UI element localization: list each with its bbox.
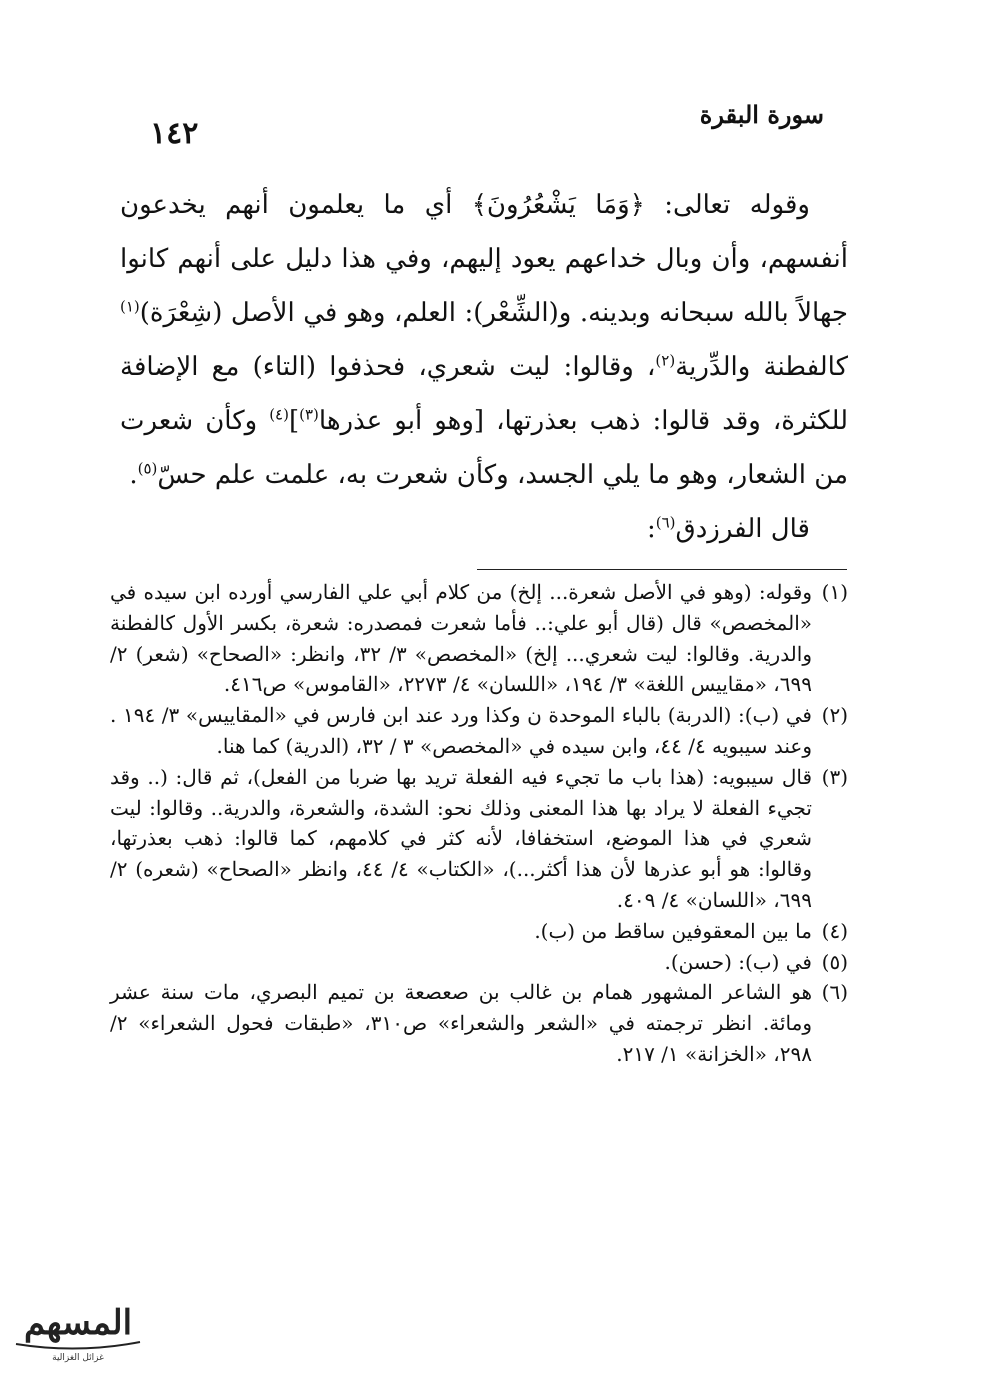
text-segment: ، وقالوا: ليت شعري، فحذفوا (التاء) مع الإضافة للكثرة، وقد قالوا: ذهب بعذرتها، [وهو أبو عذرها <box>120 352 848 436</box>
paragraph <box>120 502 848 556</box>
footnote-ref: (٢) <box>655 351 676 370</box>
footnote-ref: (٣) <box>299 405 319 424</box>
page-number: ١٤٢ <box>150 116 199 151</box>
footnote-ref: (٥) <box>137 459 158 478</box>
footnote-text: في (ب): (الدربة) بالباء الموحدة ن وكذا ورد عند ابن فارس في «المقاييس» ٣/ ١٩٤ . وعند سيبويه ٤/ ٤٤، وابن سيده في «المخصص» ٣ / ٣٢، (الدرية) كما هنا. <box>110 703 812 758</box>
footnote-text: هو الشاعر المشهور همام بن غالب بن صعصعة بن تميم البصري، مات سنة عشر ومائة. انظر ترجمته في «الشعر والشعراء» ص٣١٠، «طبقات فحول الشعراء» ٢/ ٢٩٨، «الخزانة» ١/ ٢١٧. <box>110 980 812 1066</box>
text-segment: : <box>646 514 656 544</box>
main-text <box>120 178 848 556</box>
text-segment: . <box>129 460 138 490</box>
quran-verse: ﴿وَمَا يَشْعُرُونَ﴾ <box>471 190 645 220</box>
footnote-number: (٤) <box>821 918 848 943</box>
footnote-number: (٥) <box>821 949 848 974</box>
footnotes <box>110 577 848 1070</box>
footnote-text: وقوله: (وهو في الأصل شعرة... إلخ) من كلام أبي علي الفارسي أورده ابن سيده في «المخصص» قال (قال أبو علي:.. فأما شعرت فمصدره: شعرة، بكسر الأول كالفطنة والدرية. وقالوا: ليت شعري... إلخ) «المخصص» ٣/ ٣٢، وانظر: «الصحاح» (شعر) ٢/ ٦٩٩، «مقاييس اللغة» ٣/ ١٩٤، «اللسان» ٤/ ٢٢٧٣، «القاموس» ص٤١٦. <box>110 580 812 697</box>
text-segment: ] <box>288 406 300 436</box>
footnote-text: ما بين المعقوفين ساقط من (ب). <box>534 918 812 943</box>
footnote-number: (٣) <box>821 764 848 789</box>
footnote-number: (٢) <box>821 703 848 728</box>
footnote-number: (١) <box>821 580 848 604</box>
footnote-ref: (١) <box>120 297 140 316</box>
footnote <box>110 577 848 700</box>
page-header <box>150 100 860 150</box>
paragraph <box>120 178 848 502</box>
footnote-divider <box>477 569 847 570</box>
text-segment: وكأن شعرت من الشعار، وهو ما يلي الجسد، وكأن شعرت به، علمت علم حسّ <box>120 406 848 490</box>
footnote <box>110 947 848 978</box>
logo-subtext: غزائل الغزالية <box>52 1353 104 1363</box>
footnote <box>110 977 848 1069</box>
footnote <box>110 762 848 916</box>
footnote-text: في (ب): (حسن). <box>664 949 812 974</box>
text-segment: أي ما يعلمون أنهم يخدعون أنفسهم، وأن وبال خداعهم يعود إليهم، وفي هذا دليل على أنهم كانوا جهالاً بالله سبحانه وبدينه. و(الشِّعْر): العلم، وهو في الأصل (شِعْرَة) <box>120 190 848 328</box>
text-segment: قال الفرزدق <box>675 514 810 544</box>
footnote-ref: (٤) <box>269 405 289 424</box>
footnote <box>110 700 848 762</box>
footnote <box>110 916 848 947</box>
text-segment: كالفطنة والدِّرية <box>675 352 848 382</box>
footnote-ref: (٦) <box>655 513 676 532</box>
footnote-text: قال سيبويه: (هذا باب ما تجيء فيه الفعلة تريد بها ضربا من الفعل)، ثم قال: (.. وقد تجيء الفعلة لا يراد بها هذا المعنى وذلك نحو: الشدة، والشعرة، والدرية.. وقالوا: ليت شعري في هذا الموضع، استخفافا، لأنه كثر في كلامهم، كما قالوا: ذهب بعذرتها، وقالوا: هو أبو عذرها لأن هذا أكثر...)، «الكتاب» ٤/ ٤٤، وانظر «الصحاح» (شعره) ٢/ ٦٩٩، «اللسان» ٤/ ٤٠٩. <box>110 764 812 912</box>
logo-text: المسهم <box>23 1303 133 1343</box>
text-segment: وقوله تعالى: <box>644 190 810 220</box>
watermark-logo <box>8 1292 148 1370</box>
running-title: سورة البقرة <box>699 100 824 129</box>
footnote-number: (٦) <box>821 980 848 1005</box>
